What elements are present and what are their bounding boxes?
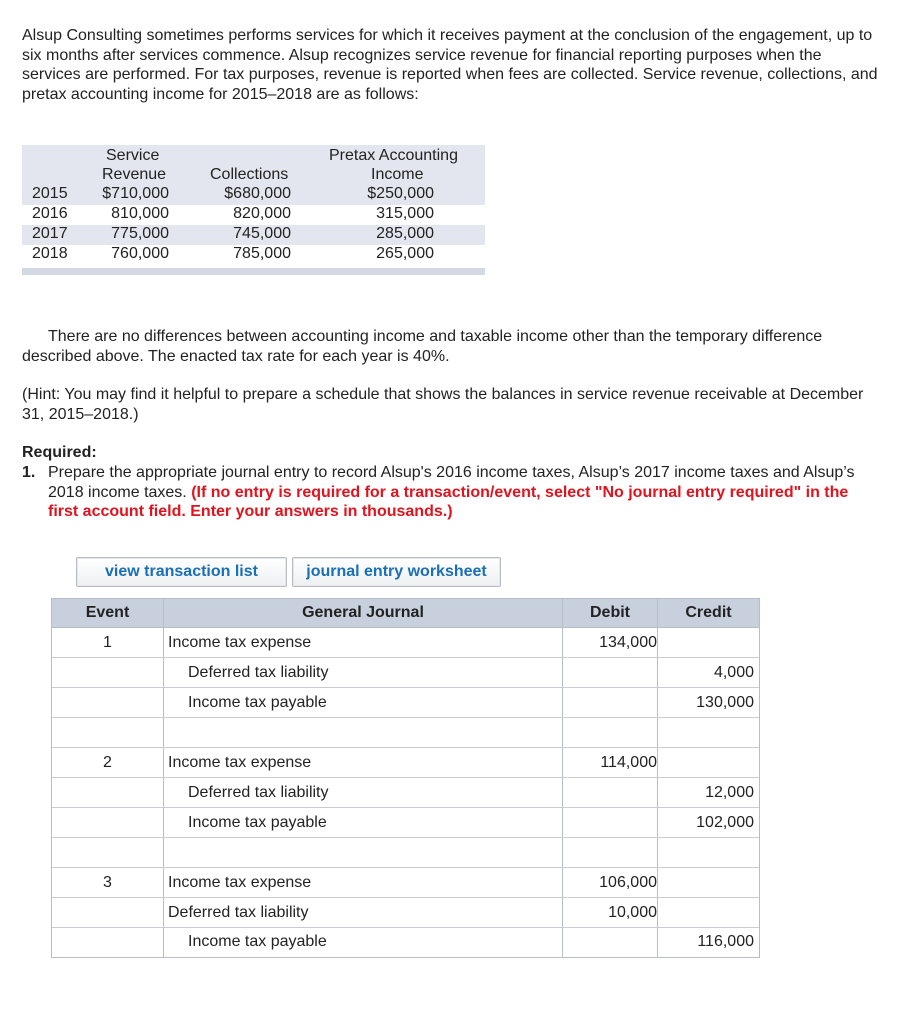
journal-row	[52, 808, 759, 838]
journal-row	[52, 628, 759, 658]
credit-field[interactable]: 102,000	[696, 814, 754, 831]
row-collections: 785,000	[233, 245, 291, 262]
header-pretax-line2: Income	[371, 166, 424, 183]
row-pretax: 315,000	[376, 205, 434, 222]
account-field[interactable]: Income tax expense	[168, 754, 312, 771]
account-field[interactable]: Income tax expense	[168, 634, 312, 651]
event-cell: 1	[103, 634, 112, 651]
journal-row	[52, 748, 759, 778]
row-year: 2018	[32, 245, 68, 262]
journal-row	[52, 838, 759, 868]
credit-field[interactable]: 4,000	[713, 664, 754, 681]
view-transaction-list-button[interactable]: view transaction list	[76, 557, 287, 587]
credit-field[interactable]: 116,000	[697, 933, 754, 950]
credit-field[interactable]: 12,000	[705, 784, 754, 801]
row-service: 810,000	[111, 205, 169, 222]
account-field[interactable]: Deferred tax liability	[188, 784, 329, 801]
journal-entry-worksheet-button[interactable]: journal entry worksheet	[292, 557, 501, 587]
row-collections: 745,000	[233, 225, 291, 242]
journal-row	[52, 688, 759, 718]
row-pretax: 265,000	[376, 245, 434, 262]
hint-paragraph: (Hint: You may find it helpful to prepare a schedule that shows the balances in service revenue receivable at December 31, 2015–2018.)	[22, 386, 864, 423]
row-pretax: $250,000	[367, 185, 434, 202]
journal-row	[52, 718, 759, 748]
row-service: 775,000	[111, 225, 169, 242]
account-field[interactable]: Deferred tax liability	[168, 904, 309, 921]
header-service-line2: Revenue	[102, 166, 167, 183]
header-credit: Credit	[685, 604, 732, 621]
required-number: 1.	[22, 464, 36, 481]
event-cell: 3	[103, 874, 112, 891]
credit-field[interactable]: 130,000	[696, 694, 754, 711]
journal-row	[52, 898, 759, 928]
header-general-journal: General Journal	[302, 604, 424, 621]
row-year: 2017	[32, 225, 68, 242]
debit-field[interactable]: 106,000	[599, 874, 657, 891]
general-journal-table	[51, 598, 760, 958]
account-field[interactable]: Deferred tax liability	[188, 664, 329, 681]
debit-field[interactable]: 134,000	[599, 634, 657, 651]
debit-field[interactable]: 114,000	[600, 754, 657, 771]
header-event: Event	[85, 604, 130, 621]
account-field[interactable]: Income tax expense	[168, 874, 312, 891]
header-pretax-line1: Pretax Accounting	[329, 147, 458, 164]
event-cell: 2	[103, 754, 112, 771]
journal-row	[52, 868, 759, 898]
row-service: $710,000	[102, 185, 169, 202]
required-heading: Required:	[22, 444, 97, 461]
table-bottom-bar	[22, 268, 485, 275]
row-year: 2016	[32, 205, 68, 222]
account-field[interactable]: Income tax payable	[188, 933, 327, 950]
account-field[interactable]: Income tax payable	[188, 694, 327, 711]
row-pretax: 285,000	[376, 225, 434, 242]
required-text: Prepare the appropriate journal entry to record Alsup's 2016 income taxes, Alsup’s 2017 income taxes and Alsup’s 2018 income taxes.	[48, 464, 855, 501]
account-field[interactable]: Income tax payable	[188, 814, 327, 831]
header-service-line1: Service	[106, 147, 160, 164]
row-collections: 820,000	[233, 205, 291, 222]
debit-field[interactable]: 10,000	[608, 904, 657, 921]
required-text-block	[48, 463, 858, 522]
note-paragraph: There are no differences between accounting income and taxable income other than the temporary difference described above. The enacted tax rate for each year is 40%.	[22, 328, 823, 365]
header-collections: Collections	[210, 166, 289, 183]
journal-row	[52, 927, 759, 957]
intro-paragraph: Alsup Consulting sometimes performs services for which it receives payment at the conclusion of the engagement, up to six months after services commence. Alsup recognizes service revenue for financial reporting purposes when the services are performed. For tax purposes, revenue is reported when fees are collected. Service revenue, collections, and pretax accounting income for 2015–2018 are as follows:	[22, 27, 878, 103]
row-collections: $680,000	[224, 185, 291, 202]
row-service: 760,000	[111, 245, 169, 262]
header-debit: Debit	[590, 604, 630, 621]
required-instruction: (If no entry is required for a transaction/event, select "No journal entry required" in the first account field. Enter your answers in thousands.)	[48, 483, 849, 520]
journal-row	[52, 778, 759, 808]
row-year: 2015	[32, 185, 68, 202]
journal-row	[52, 658, 759, 688]
